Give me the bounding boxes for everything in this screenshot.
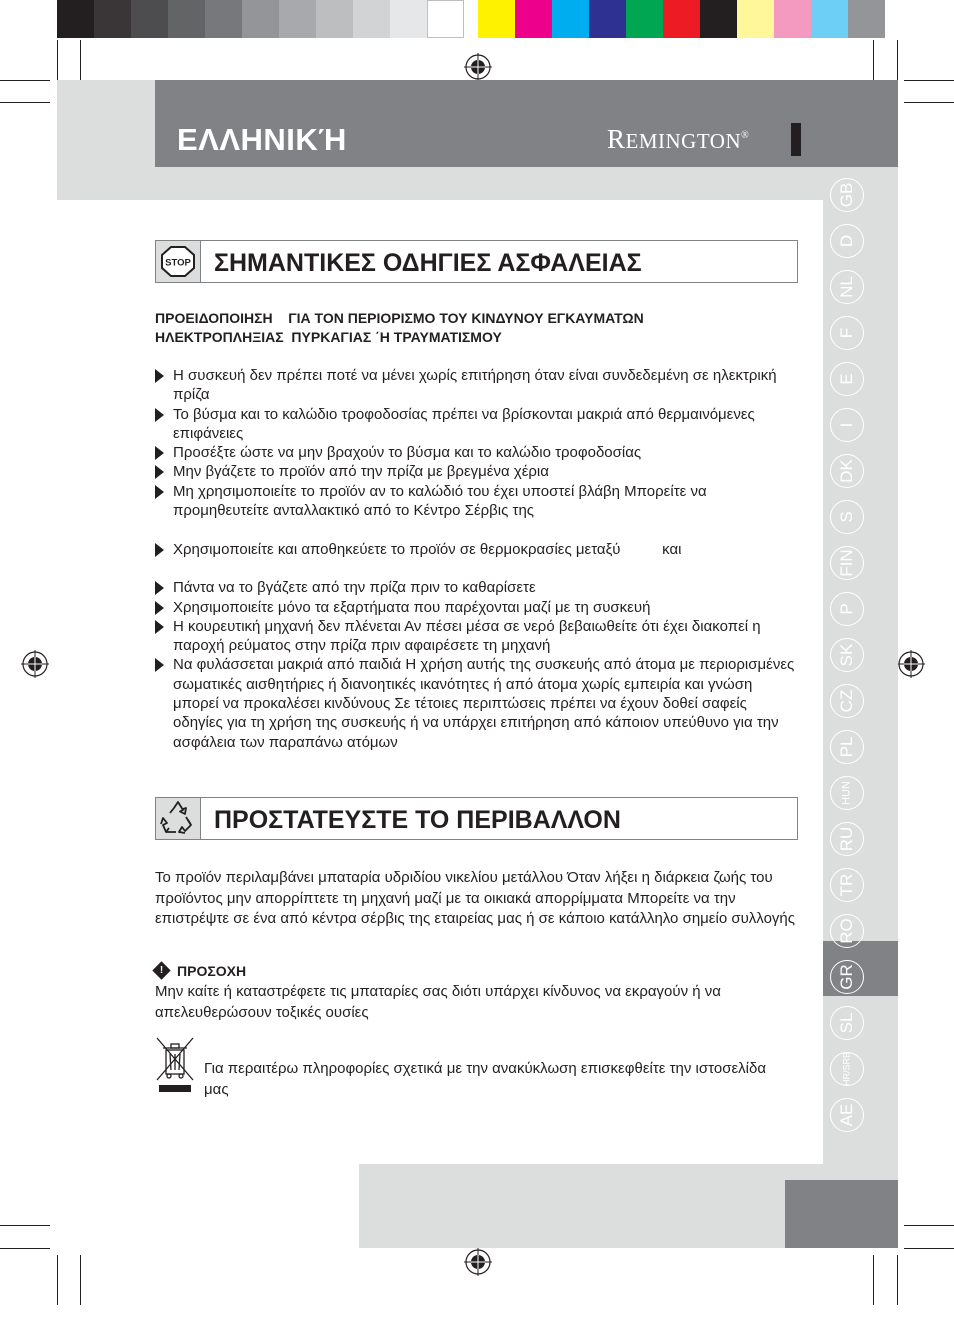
color-swatch <box>279 0 316 38</box>
list-item: Η κουρευτική μηχανή δεν πλένεται Αν πέσει μέσα σε νερό βεβαιωθείτε ότι έχει διακοπεί η παροχή ρεύματος στην πρίζα πριν αφαιρέσετε τη μηχανή <box>155 617 795 656</box>
crop-mark <box>904 102 954 103</box>
list-item: Προσέξτε ώστε να μην βραχούν το βύσμα και το καλώδιο τροφοδοσίας <box>155 443 795 462</box>
warning-heading-line2: ΗΛΕΚΤΡΟΠΛΗΞΙΑΣ ΠΥΡΚΑΓΙΑΣ ΄Η ΤΡΑΥΜΑΤΙΣΜΟΥ <box>155 329 502 345</box>
color-swatch <box>353 0 390 38</box>
list-item: Χρησιμοποιείτε και αποθηκεύετε το προϊόν σε θερμοκρασίες μεταξύ και <box>155 540 795 559</box>
color-swatch <box>390 0 427 38</box>
caution-heading: ! ΠΡΟΣΟΧΗ <box>155 963 246 979</box>
tab-ru[interactable]: RU <box>830 822 864 856</box>
color-swatch <box>205 0 242 38</box>
color-swatch <box>131 0 168 38</box>
crossed-bin-icon <box>155 1036 195 1096</box>
registration-mark-icon <box>464 1248 492 1276</box>
color-swatch <box>626 0 663 38</box>
crop-mark <box>0 1225 50 1226</box>
crop-mark <box>873 1255 874 1305</box>
crop-mark <box>57 1255 58 1305</box>
crop-mark <box>80 1255 81 1305</box>
stop-icon <box>156 241 200 282</box>
safety-section-heading <box>155 240 798 283</box>
color-swatch <box>774 0 811 38</box>
color-swatch <box>515 0 552 38</box>
stop-icon-box <box>156 241 201 282</box>
crop-mark <box>80 40 81 80</box>
crop-mark <box>0 102 50 103</box>
safety-bullet-list <box>155 366 795 752</box>
color-swatch <box>737 0 774 38</box>
color-swatch <box>589 0 626 38</box>
crop-mark <box>897 1255 898 1305</box>
tab-hr-srb[interactable]: HR/SRB <box>830 1052 864 1086</box>
brand-logo: REMINGTON® <box>607 124 750 154</box>
caution-text: Μην καίτε ή καταστρέφετε τις μπαταρίες σας διότι υπάρχει κίνδυνος να εκραγούν ή να απελευθερώσουν τοξικές ουσίες <box>155 983 721 1021</box>
tab-tr[interactable]: TR <box>830 868 864 902</box>
crop-mark <box>904 80 954 81</box>
list-item: Η συσκευή δεν πρέπει ποτέ να μένει χωρίς επιτήρηση όταν είναι συνδεδεμένη σε ηλεκτρική πρίζα <box>155 366 795 405</box>
warning-heading-line1: ΠΡΟΕΙΔΟΠΟΙΗΣΗ ΓΙΑ ΤΟΝ ΠΕΡΙΟΡΙΣΜΟ ΤΟΥ ΚΙΝΔΥΝΟΥ ΕΓΚΑΥΜΑΤΩΝ <box>155 310 644 326</box>
tab-e[interactable]: E <box>830 362 864 396</box>
brand-bar <box>791 123 801 156</box>
registration-mark-icon <box>21 650 49 678</box>
tab-ro[interactable]: RO <box>830 914 864 948</box>
color-swatch <box>94 0 131 38</box>
tab-sl[interactable]: SL <box>830 1006 864 1040</box>
color-swatch <box>242 0 279 38</box>
color-calibration-bar <box>57 0 897 38</box>
tab-fin[interactable]: FIN <box>830 546 864 580</box>
tab-ae[interactable]: AE <box>830 1098 864 1132</box>
recycle-icon <box>156 798 200 839</box>
tab-f[interactable]: F <box>830 316 864 350</box>
color-swatch <box>848 0 885 38</box>
tab-s[interactable]: S <box>830 500 864 534</box>
section-title: ΣΗΜΑΝΤΙΚΕΣ ΟΔΗΓΙΕΣ ΑΣΦΑΛΕΙΑΣ <box>214 249 642 277</box>
recycle-icon-box <box>156 798 201 839</box>
crop-mark <box>904 1225 954 1226</box>
section-title: ΠΡΟΣΤΑΤΕΥΣΤΕ ΤΟ ΠΕΡΙΒΑΛΛΟΝ <box>214 806 621 834</box>
crop-mark <box>904 1248 954 1249</box>
recycling-info-text: Για περαιτέρω πληροφορίες σχετικά με την ανακύκλωση επισκεφθείτε την ιστοσελίδα μας <box>204 1060 766 1098</box>
page-header <box>155 80 898 167</box>
color-swatch <box>427 0 464 38</box>
swatch-gap <box>464 0 478 38</box>
color-swatch <box>478 0 515 38</box>
tab-sk[interactable]: SK <box>830 638 864 672</box>
tab-gr[interactable]: GR <box>830 960 864 994</box>
color-swatch <box>168 0 205 38</box>
registration-mark-icon <box>897 650 925 678</box>
list-item: Μην βγάζετε το προϊόν από την πρίζα με βρεγμένα χέρια <box>155 462 795 481</box>
page-number-box <box>785 1180 898 1248</box>
crop-mark <box>0 80 50 81</box>
color-swatch <box>700 0 737 38</box>
crop-mark <box>897 40 898 80</box>
tab-i[interactable]: I <box>830 408 864 442</box>
content-area-bottom <box>57 1160 359 1248</box>
language-title: ΕΛΛΗΝΙΚΉ <box>177 122 347 157</box>
crop-mark <box>0 1248 50 1249</box>
tab-pl[interactable]: PL <box>830 730 864 764</box>
environment-paragraph: Το προϊόν περιλαμβάνει μπαταρία υδριδίου νικελίου μετάλλου Όταν λήξει η διάρκεια ζωής του προϊόντος μην απορρίπτετε τη μηχανή μαζί με τα οικιακά απορρίμματα Μπορείτε να την επιστρέψτε σε ένα από κέντρα σέρβις της εταιρείας μας ή σε κάποιο κατάλληλο σημείο συλλογής <box>155 869 795 927</box>
list-item: Να φυλάσσεται μακριά από παιδιά Η χρήση αυτής της συσκευής από άτομα με περιορισμένες σωματικές αισθητήριες ή διανοητικές ικανότητες ή από άτομα χωρίς εμπειρία και γνώση μπορεί να προκαλέσει κινδύνους Σε τέτοιες περιπτώσεις πρέπει να έχουν δοθεί σαφείς οδηγίες για τη χρήση της συσκευής ή να υπάρχει επιτήρηση από κάποιον υπεύθυνο για την ασφάλεια των παραπάνω ατόμων <box>155 655 795 751</box>
tab-hun[interactable]: HUN <box>830 776 864 810</box>
tab-d[interactable]: D <box>830 224 864 258</box>
environment-section-heading <box>155 797 798 840</box>
registration-mark-icon <box>464 53 492 81</box>
svg-text:STOP: STOP <box>165 257 191 269</box>
list-item: Το βύσμα και το καλώδιο τροφοδοσίας πρέπει να βρίσκονται μακριά από θερμαινόμενες επιφάνειες <box>155 405 795 444</box>
color-swatch <box>57 0 94 38</box>
color-swatch <box>663 0 700 38</box>
color-swatch <box>316 0 353 38</box>
list-item: Χρησιμοποιείτε μόνο τα εξαρτήματα που παρέχονται μαζί με τη συσκευή <box>155 598 795 617</box>
tab-cz[interactable]: CZ <box>830 684 864 718</box>
crop-mark <box>57 40 58 80</box>
tab-p[interactable]: P <box>830 592 864 626</box>
tab-gb[interactable]: GB <box>830 178 864 212</box>
list-item: Μη χρησιμοποιείτε το προϊόν αν το καλώδιό του έχει υποστεί βλάβη Μπορείτε να προμηθευτείτε ανταλλακτικό από το Κέντρο Σέρβις της <box>155 482 795 521</box>
tab-dk[interactable]: DK <box>830 454 864 488</box>
color-swatch <box>811 0 848 38</box>
caution-icon: ! <box>152 961 170 979</box>
tab-nl[interactable]: NL <box>830 270 864 304</box>
crop-mark <box>873 40 874 80</box>
color-swatch <box>552 0 589 38</box>
list-item: Πάντα να το βγάζετε από την πρίζα πριν το καθαρίσετε <box>155 578 795 597</box>
